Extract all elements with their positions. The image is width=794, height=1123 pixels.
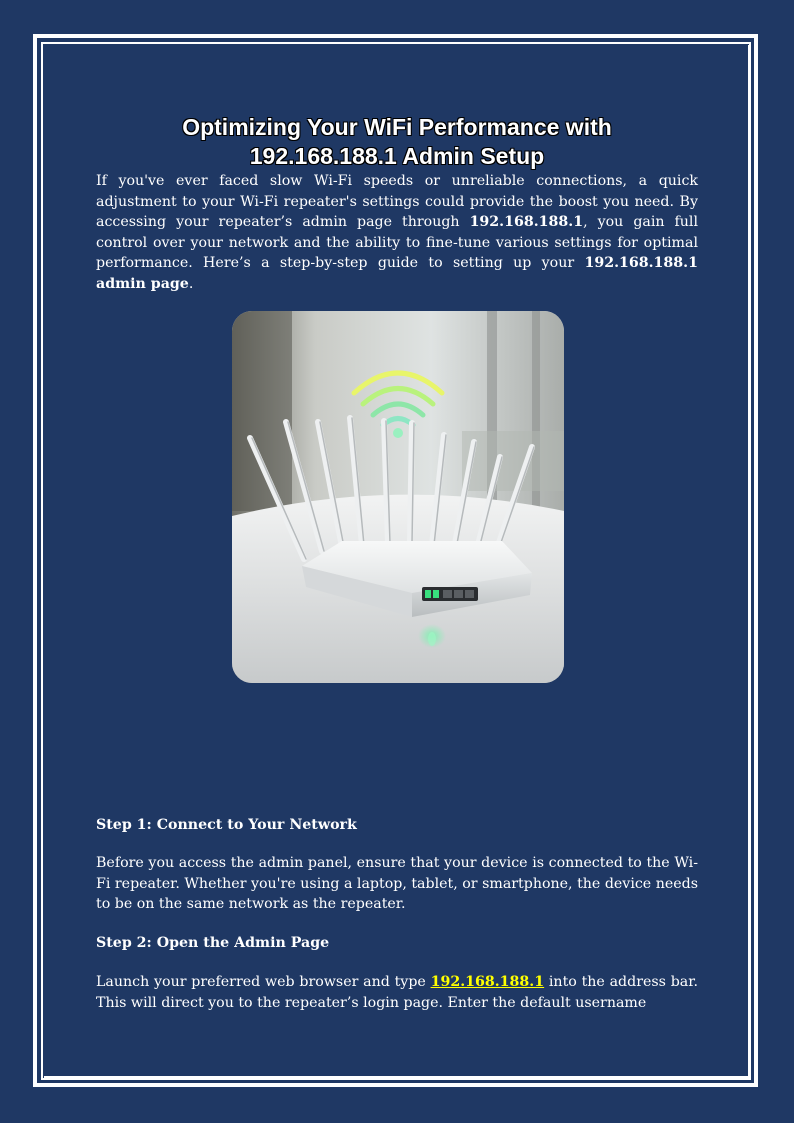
title-line-1: Optimizing Your WiFi Performance with: [182, 114, 612, 141]
intro-paragraph: [96, 171, 698, 294]
step-2-text-after: into the address bar. This will direct you to the repeater’s login page. Enter the default username: [96, 974, 699, 1011]
intro-bold-ip: 192.168.188.1: [469, 214, 584, 230]
intro-text-2: , you gain full control over your network and the ability to fine-tune various settings for optimal performance. Here’s a step-by-step guide to setting up your: [96, 214, 699, 271]
intro-text-1: If you've ever faced slow Wi-Fi speeds or unreliable connections, a quick adjustment to your Wi-Fi repeater's settings could provide the boost you need. By accessing your repeater’s admin page through: [96, 173, 698, 230]
intro-bold-admin-page: 192.168.188.1 admin page: [96, 255, 698, 292]
step-2-text-before: Launch your preferred web browser and type: [96, 974, 431, 990]
step-2-paragraph: [96, 972, 698, 1013]
step-1-text: Before you access the admin panel, ensure that your device is connected to the Wi-Fi repeater. Whether you're using a laptop, tablet, or smartphone, the device needs to be on the same network as the repeater.: [96, 855, 698, 912]
step-1-heading: Step 1: Connect to Your Network: [96, 817, 357, 833]
title-line-2: 192.168.188.1 Admin Setup: [249, 143, 545, 170]
wifi-router-icon: [232, 311, 564, 683]
step-2-heading: Step 2: Open the Admin Page: [96, 935, 330, 951]
router-image: [232, 311, 564, 683]
document-title: [96, 113, 698, 171]
admin-ip-link[interactable]: 192.168.188.1: [430, 974, 545, 990]
intro-text-3: .: [188, 275, 194, 292]
